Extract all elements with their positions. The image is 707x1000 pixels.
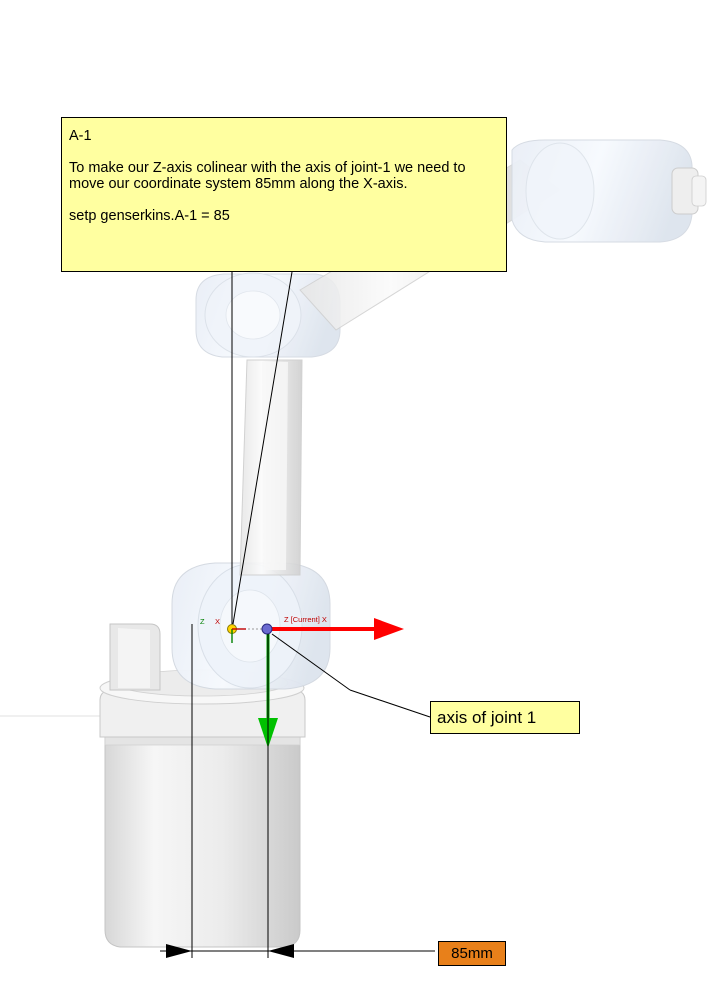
callout-a1-title: A-1 (69, 128, 92, 144)
callout-a1 (61, 117, 507, 272)
x-axis-label: X (215, 617, 221, 626)
callout-a1-code: setp genserkins.A-1 = 85 (69, 207, 230, 224)
label-dimension-85mm: 85mm (438, 941, 506, 966)
current-frame-label: Z [Current] X (284, 615, 327, 624)
label-axis-of-joint-1: axis of joint 1 (430, 701, 580, 734)
z-axis-label: Z (200, 617, 205, 626)
callout-a1-body: To make our Z-axis colinear with the axis of joint-1 we need to move our coordinate system 85mm along the X-axis. (69, 159, 466, 192)
